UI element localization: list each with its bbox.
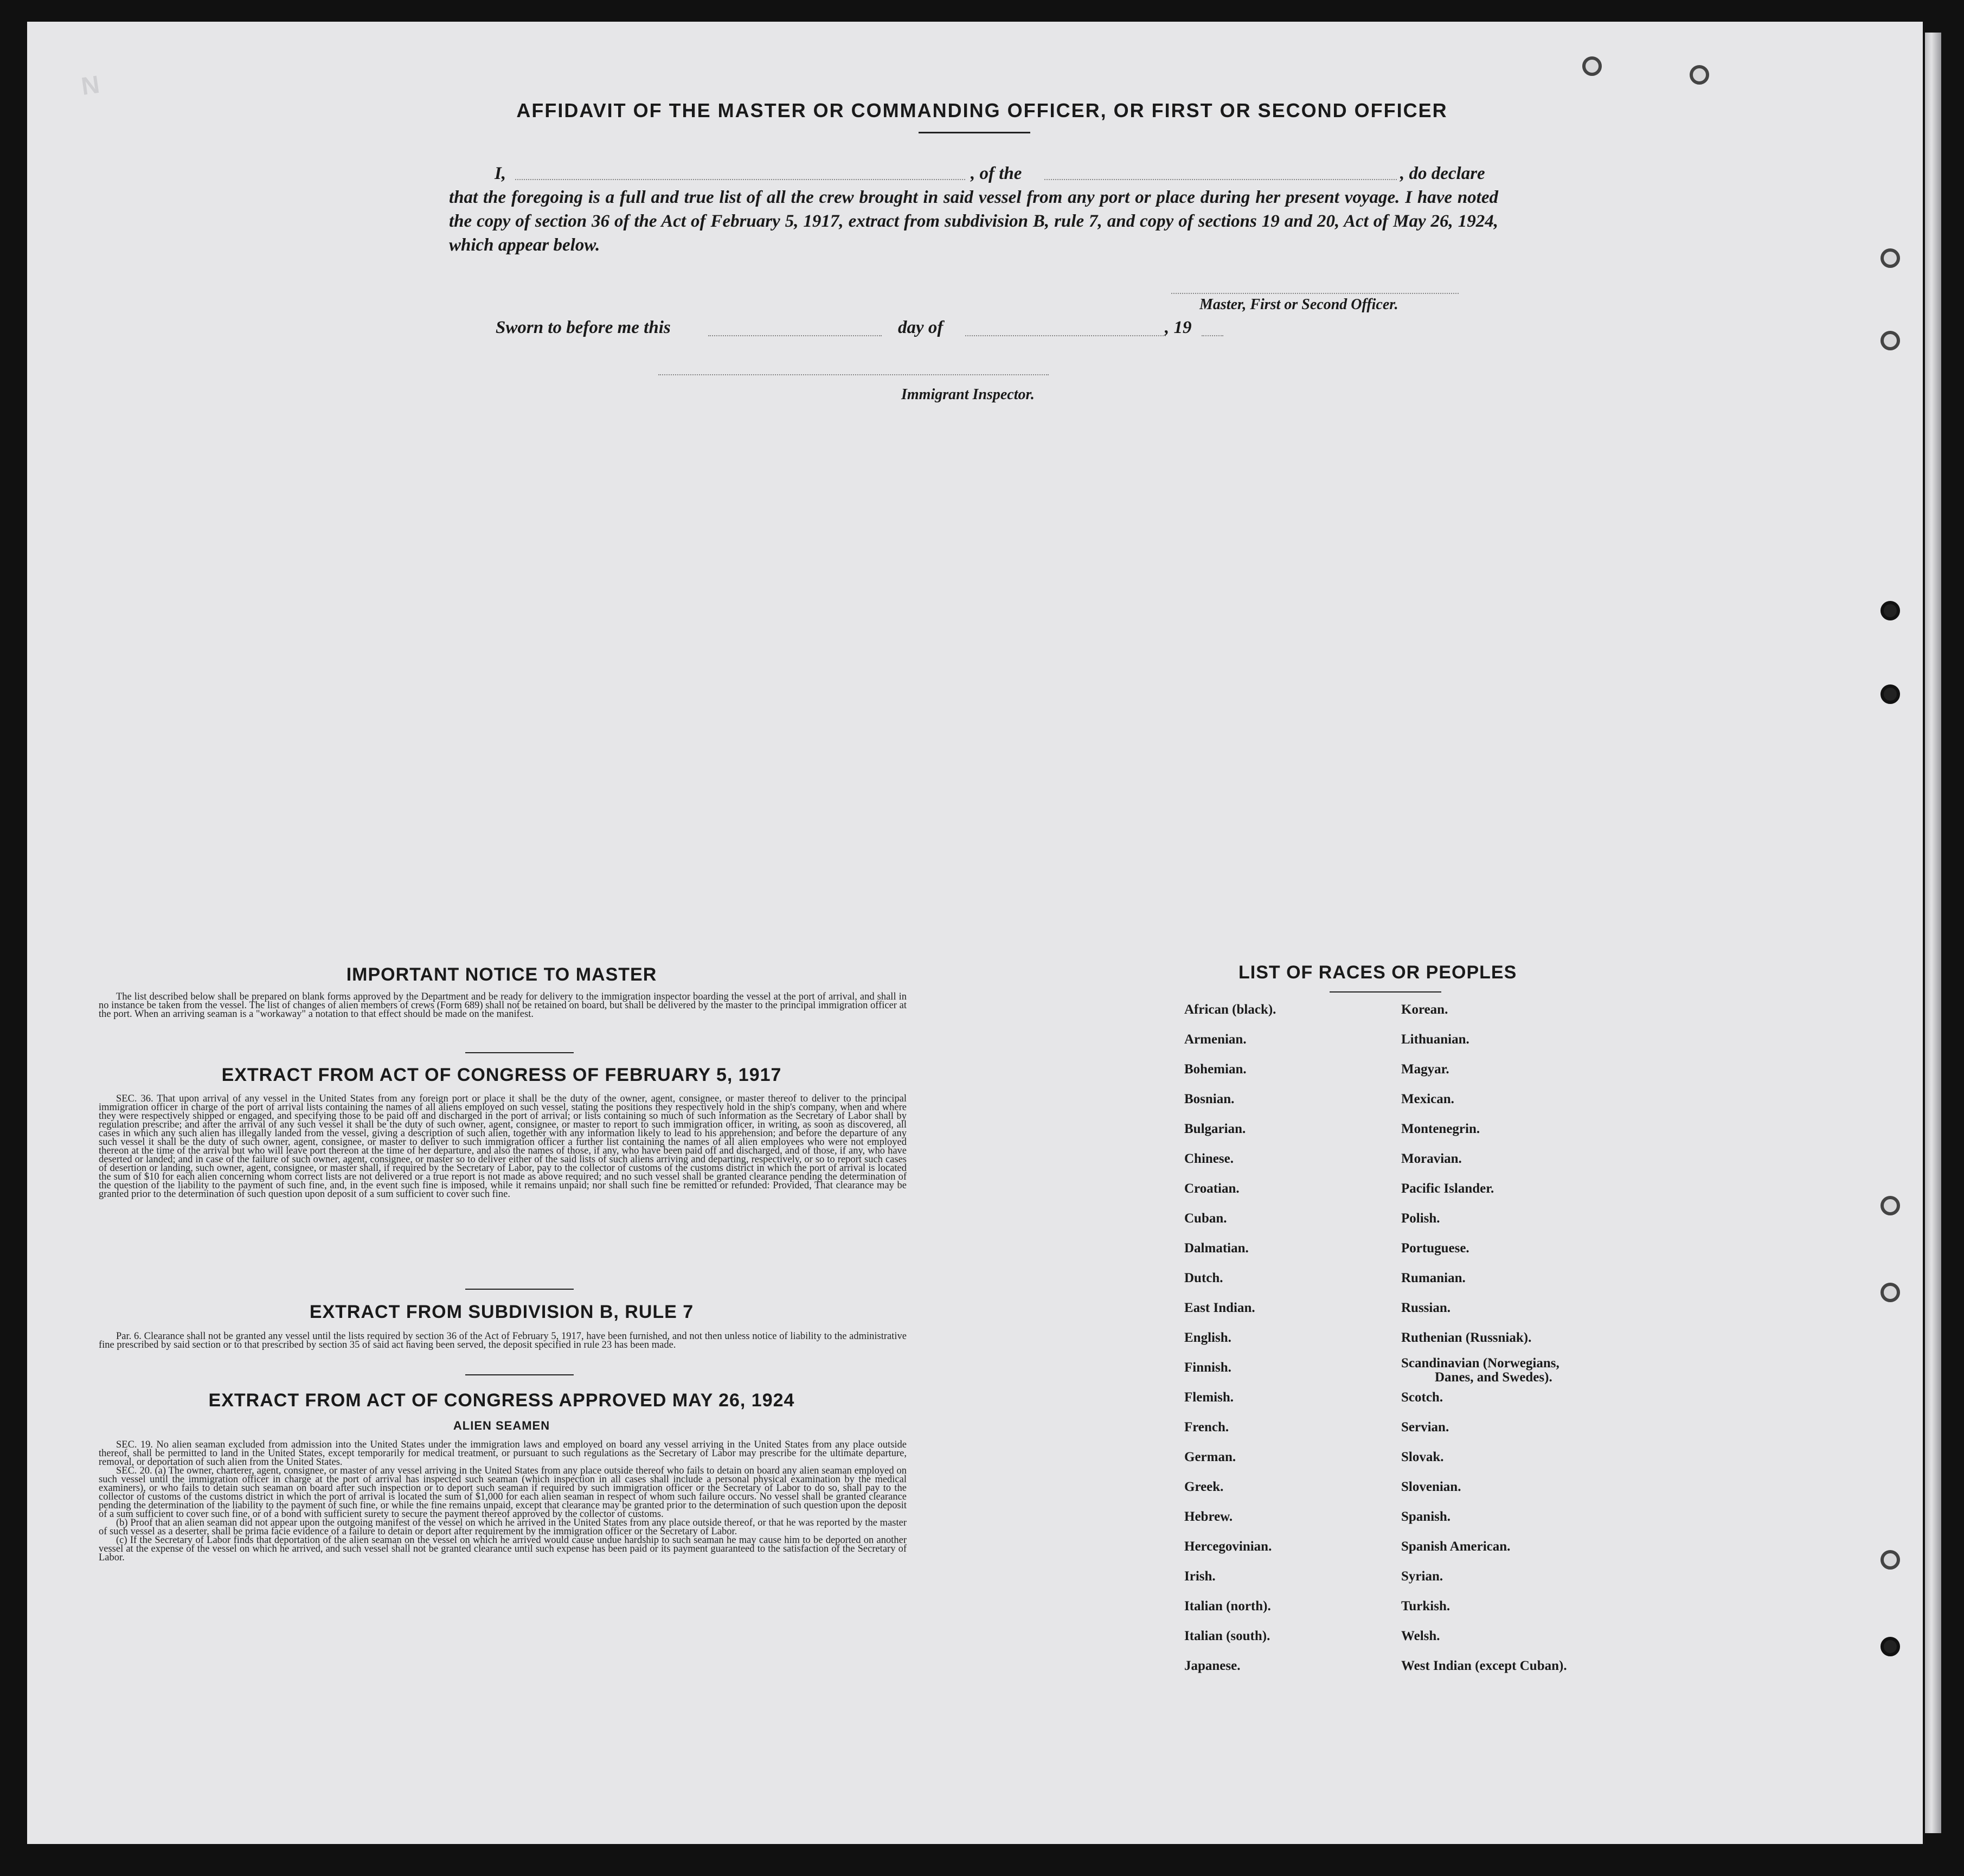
race-item: Turkish.: [1401, 1599, 1450, 1614]
race-item: Hercegovinian.: [1184, 1539, 1272, 1554]
binder-hole-icon: [1880, 1283, 1900, 1302]
extract-rule7-paragraph: Par. 6. Clearance shall not be granted any vessel until the lists required by section 36 of the Act of February 5, 1917, have been furnished, and not then unless notice of liability to the administrative fine prescribed by said section or to that prescribed by section 35 of said act having been served, the deposit specified in rule 23 has been made.: [99, 1331, 907, 1350]
extract-rule7-text: [99, 1332, 907, 1349]
extract-1924-title: EXTRACT FROM ACT OF CONGRESS APPROVED MAY 26, 1924: [208, 1390, 795, 1411]
extract-1917-paragraph: SEC. 36. That upon arrival of any vessel in the United States from any foreign port or place it shall be the duty of the owner, agent, consignee, or master thereof to deliver to the principal immigration officer in charge of the port of arrival lists containing the names of all aliens employed on such vessel, stating the positions they respectively hold in the ship's company, when and where they were respectively shipped or engaged, and specifying those to be paid off and discharged in the port of arrival; or lists containing so much of such information as the Secretary of Labor shall by regulation prescribe; and after the arrival of any such vessel it shall be the duty of such owner, agent, consignee, or master to report to such immigration officer, in writing, as soon as discovered, all cases in which any such alien has illegally landed from the vessel, giving a description of such alien, together with any information likely to lead to his apprehension; and before the departure of any such vessel it shall be the duty of such owner, agent, consignee, or master to deliver to such immigration officer a further list containing the names of all alien employees who were not employed thereon at the time of the arrival but who will leave port thereon at the time of her departure, and also the names of those, if any, who have been paid off and discharged, and of those, if any, who have deserted or landed; and in case of the failure of such owner, agent, consignee, or master so to deliver either of the said lists of such aliens arriving and departing, respectively, or so to report such cases of desertion or landing, such owner, agent, consignee, or master shall, if required by the Secretary of Labor, pay to the collector of customs of the customs district in which the port of arrival is located the sum of $10 for each alien concerning whom correct lists are not delivered or a true report is not made as above required; and no such vessel shall be granted clearance pending the determination of the question of the liability to the payment of such fine, and, in the event such fine is imposed, while it remains unpaid; nor shall such fine be remitted or refunded: Provided, That clearance may be granted prior to the determination of such question upon deposit of a sum sufficient to cover such fine.: [99, 1093, 907, 1200]
race-item: Bohemian.: [1184, 1062, 1247, 1077]
race-item: Slovak.: [1401, 1450, 1444, 1464]
faint-bleed-through: N: [79, 69, 101, 101]
binder-hole-icon: [1582, 56, 1602, 76]
race-item: African (black).: [1184, 1002, 1276, 1017]
races-title: LIST OF RACES OR PEOPLES: [1238, 962, 1517, 983]
race-item: East Indian.: [1184, 1301, 1255, 1315]
race-item: Syrian.: [1401, 1569, 1443, 1584]
inspector-signature-blank[interactable]: [658, 374, 1049, 375]
race-item: Korean.: [1401, 1002, 1448, 1017]
section-rule: [465, 1289, 574, 1290]
race-item: Lithuanian.: [1401, 1032, 1469, 1047]
affidavit-i-label: I,: [495, 164, 506, 183]
year-blank[interactable]: [1202, 335, 1223, 336]
sworn-month-blank[interactable]: [965, 335, 1166, 336]
race-item: Danes, and Swedes).: [1435, 1370, 1552, 1385]
race-item: Slovenian.: [1401, 1480, 1461, 1494]
sec20a-paragraph: SEC. 20. (a) The owner, charterer, agent, consignee, or master of any vessel arriving in the United States from any place outside thereof who fails to detain on board any alien seaman employed on such vessel until the immigration officer in charge at the port of arrival has inspected such seaman (which inspection in all cases shall include a personal physical examination by the medical examiners), or who fails to detain such seaman on board after such inspection or to deport such seaman if required by such immigration officer or the Secretary of Labor to do so, shall pay to the collector of customs of the customs district in which the port of arrival is located the sum of $1,000 for each alien seaman in respect of whom such failure occurs. No vessel shall be granted clearance pending the determination of the liability to the payment of such fine, or while the fine remains unpaid, except that clearance may be granted prior to the determination of such question upon the deposit of a sum sufficient to cover such fine, or of a bond with sufficient surety to secure the payment thereof approved by the collector of customs.: [99, 1465, 907, 1520]
extract-1917-text: [99, 1094, 907, 1199]
year-label: , 19: [1165, 318, 1192, 337]
race-item: Scotch.: [1401, 1390, 1443, 1405]
race-item: Bulgarian.: [1184, 1122, 1246, 1136]
document-page: [27, 22, 1923, 1844]
race-item: Spanish.: [1401, 1509, 1451, 1524]
binder-hole-icon: [1880, 1196, 1900, 1215]
binder-hole-icon: [1880, 248, 1900, 268]
page-edge: [1925, 33, 1941, 1833]
race-item: Flemish.: [1184, 1390, 1234, 1405]
affidavit-declare-label: , do declare: [1400, 164, 1485, 183]
binder-hole-icon: [1880, 1637, 1900, 1656]
race-item: Dutch.: [1184, 1271, 1223, 1285]
notice-title: IMPORTANT NOTICE TO MASTER: [346, 964, 657, 985]
notice-text: [99, 993, 907, 1019]
race-item: West Indian (except Cuban).: [1401, 1659, 1567, 1673]
sworn-day-blank[interactable]: [708, 335, 882, 336]
race-item: Bosnian.: [1184, 1092, 1235, 1106]
race-item: Croatian.: [1184, 1181, 1240, 1196]
race-item: Irish.: [1184, 1569, 1216, 1584]
race-item: French.: [1184, 1420, 1229, 1435]
race-item: Russian.: [1401, 1301, 1451, 1315]
race-item: Hebrew.: [1184, 1509, 1233, 1524]
race-item: Spanish American.: [1401, 1539, 1511, 1554]
alien-seamen-subtitle: ALIEN SEAMEN: [453, 1419, 550, 1432]
day-of-label: day of: [898, 318, 944, 337]
binder-hole-icon: [1880, 331, 1900, 350]
race-item: Chinese.: [1184, 1151, 1234, 1166]
race-item: Magyar.: [1401, 1062, 1449, 1077]
sworn-label: Sworn to before me this: [496, 318, 671, 337]
notice-paragraph: The list described below shall be prepared on blank forms approved by the Department and be ready for delivery to the immigration inspector boarding the vessel at the port of arrival, and shall in no instance be taken from the vessel. The list of changes of alien members of crews (Form 689) shall not be retained on board, but shall be delivered by the master to the principal immigration officer at the port. When an arriving seaman is a "workaway" a notation to that effect should be made on the manifest.: [99, 991, 907, 1020]
binder-hole-icon: [1880, 684, 1900, 704]
section-rule: [465, 1374, 574, 1375]
section-rule: [465, 1052, 574, 1053]
race-item: Dalmatian.: [1184, 1241, 1249, 1256]
affidavit-title: AFFIDAVIT OF THE MASTER OR COMMANDING OFFICER, OR FIRST OR SECOND OFFICER: [516, 99, 1448, 121]
race-item: Mexican.: [1401, 1092, 1454, 1106]
extract-1917-title: EXTRACT FROM ACT OF CONGRESS OF FEBRUARY 5, 1917: [221, 1065, 782, 1085]
affidavit-body: that the foregoing is a full and true list of all the crew brought in said vessel from any port or place during her present voyage. I have noted the copy of section 36 of the Act of February 5, 1917, extract from subdivision B, rule 7, and copy of sections 19 and 20, Act of May 26, 1924, which appear below.: [449, 188, 1498, 255]
race-item: Scandinavian (Norwegians,: [1401, 1356, 1559, 1371]
race-item: Rumanian.: [1401, 1271, 1466, 1285]
sec19-paragraph: SEC. 19. No alien seaman excluded from admission into the United States under the immigration laws and employed on board any vessel arriving in the United States from any place outside thereof, shall be permitted to land in the United States, except temporarily for medical treatment, or pursuant to such regulations as the Secretary of Labor may prescribe for the ultimate departure, removal, or deportation of such alien from the United States.: [99, 1439, 907, 1468]
affidavit-of-the-label: , of the: [971, 164, 1022, 183]
race-item: Portuguese.: [1401, 1241, 1469, 1256]
master-signature-label: Master, First or Second Officer.: [1199, 296, 1398, 313]
race-item: Japanese.: [1184, 1659, 1241, 1673]
race-item: Armenian.: [1184, 1032, 1247, 1047]
race-item: Montenegrin.: [1401, 1122, 1480, 1136]
binder-hole-icon: [1880, 1550, 1900, 1570]
binder-hole-icon: [1880, 601, 1900, 620]
vessel-blank[interactable]: [1044, 179, 1397, 180]
inspector-signature-label: Immigrant Inspector.: [901, 386, 1035, 403]
race-item: German.: [1184, 1450, 1236, 1464]
race-item: Finnish.: [1184, 1360, 1231, 1375]
race-item: Moravian.: [1401, 1151, 1462, 1166]
race-item: Italian (south).: [1184, 1629, 1270, 1643]
race-item: English.: [1184, 1330, 1231, 1345]
name-blank[interactable]: [515, 179, 965, 180]
title-rule: [919, 132, 1030, 133]
race-item: Polish.: [1401, 1211, 1440, 1226]
race-item: Ruthenian (Russniak).: [1401, 1330, 1532, 1345]
sec20c-paragraph: (c) If the Secretary of Labor finds that deportation of the alien seaman on the vessel on which he arrived would cause undue hardship to such seaman he may cause him to be deported on another vessel at the expense of the vessel on which he arrived, and such vessel shall not be granted clearance until such expense has been paid or its payment guaranteed to the satisfaction of the Secretary of Labor.: [99, 1535, 907, 1563]
master-signature-blank[interactable]: [1171, 293, 1459, 294]
races-title-rule: [1330, 991, 1441, 993]
race-item: Greek.: [1184, 1480, 1224, 1494]
race-item: Cuban.: [1184, 1211, 1227, 1226]
race-item: Italian (north).: [1184, 1599, 1271, 1614]
sec20b-paragraph: (b) Proof that an alien seaman did not appear upon the outgoing manifest of the vessel on which he arrived in the United States from any place outside thereof, or that he was reported by the master of such vessel as a deserter, shall be prima facie evidence of a failure to detain or deport after requirement by the immigration officer or the Secretary of Labor.: [99, 1518, 907, 1537]
extract-1924-text: [99, 1440, 907, 1562]
race-item: Servian.: [1401, 1420, 1449, 1435]
race-item: Welsh.: [1401, 1629, 1440, 1643]
extract-rule7-title: EXTRACT FROM SUBDIVISION B, RULE 7: [309, 1302, 694, 1322]
binder-hole-icon: [1690, 65, 1709, 85]
race-item: Pacific Islander.: [1401, 1181, 1494, 1196]
